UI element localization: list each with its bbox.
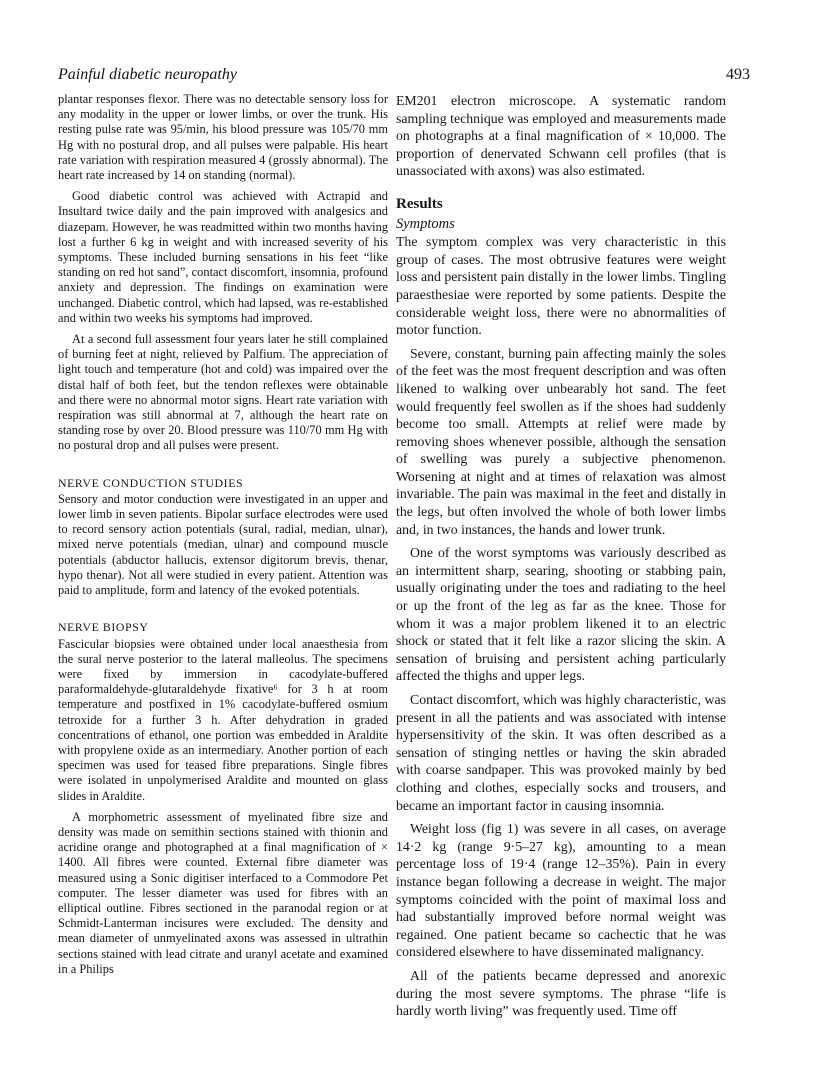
left-column: [58, 92, 388, 977]
heading-nerve-biopsy: NERVE BIOPSY: [58, 620, 149, 635]
paragraph-burning-pain: Severe, constant, burning pain affecting mainly the soles of the feet was the most frequent description and was often likened to walking over unbearably hot sand. The feet would frequently feel swollen as if the shoes had suddenly become too small. Attempts at relief were made by removing shoes whenever possible, although the sensation of swelling was purely a subjective phenomenon. Worsening at night and at times of relaxation was almost invariable. The pain was maximal in the feet and distally in the legs, but often involved the whole of both lower limbs and, in two instances, the hands and lower trunk.: [396, 345, 726, 537]
heading-results: Results: [396, 195, 443, 212]
paragraph-stabbing-pain: One of the worst symptoms was variously described as an intermittent sharp, searing, shooting or stabbing pain, usually originating under the toes and radiating to the heel or up the front of the leg as far as the knee. Those for whom it was a major problem likened it to an electric shock or stated that it felt like a razor slicing the skin. A sensation of bruising and persistent aching particularly affected the thighs and upper legs.: [396, 545, 726, 684]
paragraph-nerve-conduction: Sensory and motor conduction were investigated in an upper and lower limb in seven patients. Bipolar surface electrodes were used to record sensory action potentials (sural, radial, median, ulnar), mixed nerve potentials (median, ulnar) and compound muscle potentials (abductor hallucis, extensor digitorum brevis, thenar, hypo thenar). Not all were studied in every patient. Attention was paid to amplitude, form and latency of the evoked potentials.: [58, 491, 388, 598]
running-head: Painful diabetic neuropathy: [58, 66, 237, 83]
paragraph-morphometric-assessment: A morphometric assessment of myelinated fibre size and density was made on semithin sections stained with thionin and acridine orange and photographed at a final magnification of × 1400. All fibres were counted. External fibre diameter was measured using a Sonic digitiser interfaced to a Commodore Pet computer. The lesser diameter was used for fibres with an elliptical outline. Fibres sectioned in the paranodal region or at Schmidt-Lanterman incisures were excluded. The density and mean diameter of unmyelinated axons was assessed in ultrathin sections stained with lead citrate and uranyl acetate and examined in a Philips: [58, 809, 388, 976]
paragraph-electron-microscope: EM201 electron microscope. A systematic random sampling technique was employed and measurements made on photographs at a final magnification of × 10,000. The proportion of denervated Schwann cell profiles (that is unassociated with axons) was also estimated.: [396, 93, 726, 179]
paragraph-depression: All of the patients became depressed and anorexic during the most severe symptoms. The phrase “life is hardly worth living” was frequently used. Time off: [396, 967, 726, 1019]
paragraph-weight-loss: Weight loss (fig 1) was severe in all cases, on average 14·2 kg (range 9·5–27 kg), amounting to a mean percentage loss of 19·4 (range 12–35%). Pain in every instance began following a decrease in weight. The major symptoms coincided with the point of maximal loss and had substantially improved before normal weight was regained. One patient became so cachectic that he was considered elsewhere to have disseminated malignancy.: [396, 821, 726, 960]
page-number: 493: [726, 66, 750, 83]
paragraph-case-findings: plantar responses flexor. There was no detectable sensory loss for any modality in the upper or lower limbs, or over the trunk. His resting pulse rate was 95/min, his blood pressure was 105/70 mm Hg with no postural drop, and all pulses were palpable. His heart rate variation with respiration measured 4 (grossly abnormal). The heart rate increased by 14 on standing (normal).: [58, 92, 388, 183]
right-column: [396, 92, 726, 1020]
paragraph-second-assessment: At a second full assessment four years later he still complained of burning feet at night, relieved by Palfium. The appreciation of light touch and temperature (hot and cold) was impaired over the distal half of both feet, but the tendon reflexes were obtainable and there were no abnormal motor signs. Heart rate variation with respiration was still abnormal at 7, although the heart rate on standing rose by over 20. Blood pressure was 110/70 mm Hg with no postural drop and all pulses were present.: [58, 332, 388, 453]
paragraph-nerve-biopsy: Fascicular biopsies were obtained under local anaesthesia from the sural nerve posterior to the lateral malleolus. The specimens were fixed by immersion in cacodylate-buffered paraformaldehyde-glutaraldehyde fixative⁶ for 3 h at room temperature and postfixed in 1% cacodylate-buffered osmium tetroxide for a further 3 h. After dehydration in graded concentrations of ethanol, one portion was embedded in Araldite with propylene oxide as an intermediary. Another portion of each specimen was used for teased fibre preparations. Single fibres were isolated in unpolymerised Araldite and mounted on glass slides in Araldite.: [58, 636, 388, 803]
heading-symptoms: Symptoms: [396, 215, 455, 232]
paragraph-symptom-complex: The symptom complex was very characteristic in this group of cases. The most obtrusive features were weight loss and persistent pain distally in the lower limbs. Tingling paraesthesiae were reported by some patients. Despite the considerable weight loss, there were no abnormalities of motor function.: [396, 234, 726, 338]
paragraph-contact-discomfort: Contact discomfort, which was highly characteristic, was present in all the patients and was associated with intense hypersensitivity of the skin. It was often described as a sensation of stinging nettles or having the skin abraded with coarse sandpaper. This was provoked mainly by bed clothing and clothes, especially socks and trousers, and became an important factor in causing insomnia.: [396, 692, 726, 813]
heading-nerve-conduction-studies: NERVE CONDUCTION STUDIES: [58, 475, 244, 490]
paragraph-diabetic-control: Good diabetic control was achieved with Actrapid and Insultard twice daily and the pain improved with analgesics and diazepam. However, he was readmitted within two months having lost a further 6 kg in weight and with increased severity of his symptoms. These included burning sensations in his feet “like standing on red hot sand”, contact discomfort, insomnia, profound anxiety and depression. The findings on examination were unchanged. Diabetic control, which had lapsed, was re-established and within two weeks his symptoms had improved.: [58, 189, 388, 325]
